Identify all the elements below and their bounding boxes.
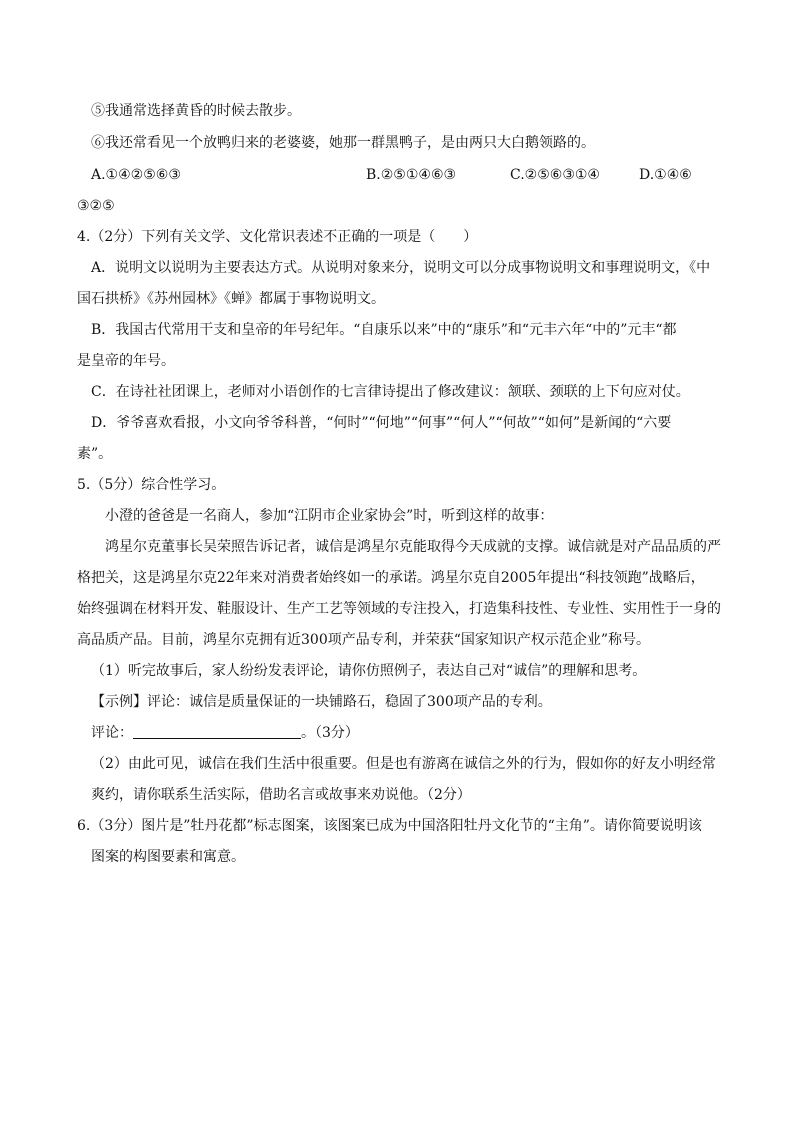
q5-story-line1: 鸿星尔克董事长吴荣照告诉记者，诚信是鸿星尔克能取得今天成就的支撑。诚信就是对产品品质的严 bbox=[105, 539, 721, 555]
sentence-5: ⑤我通常选择黄昏的时候去散步。 bbox=[91, 103, 301, 119]
q4-option-b-line2: 是皇帝的年号。 bbox=[77, 353, 175, 369]
option-a: A.①④②⑤⑥③ bbox=[91, 167, 181, 183]
option-c: C.②⑤⑥③①④ bbox=[510, 167, 600, 183]
q4-option-a-line2: 国石拱桥》《苏州园林》《蝉》都属于事物说明文。 bbox=[77, 291, 385, 307]
question-5-stem: 5.（5分）综合性学习。 bbox=[77, 477, 226, 493]
question-6-line2: 图案的构图要素和寓意。 bbox=[91, 849, 245, 865]
q4-option-d-line1: D．爷爷喜欢看报，小文向爷爷科普，“何时”“何地”“何事”“何人”“何故”“如何”是新闻的“六要 bbox=[91, 415, 672, 431]
question-4-stem: 4.（2分）下列有关文学、文化常识表述不正确的一项是（ ） bbox=[77, 229, 478, 245]
option-d-continued: ③②⑤ bbox=[77, 198, 115, 214]
q5-story-line2: 格把关，这是鸿星尔克22年来对消费者始终如一的承诺。鸿星尔克自2005年提出“科技领跑”战略后， bbox=[77, 570, 705, 586]
q5-subquestion-2-line1: （2）由此可见，诚信在我们生活中很重要。但是也有游离在诚信之外的行为，假如你的好友小明经常 bbox=[91, 756, 716, 772]
q5-example: 【示例】评论：诚信是质量保证的一块铺路石，稳固了300项产品的专利。 bbox=[91, 694, 552, 710]
q5-story-line3: 始终强调在材料开发、鞋服设计、生产工艺等领域的专注投入，打造集科技性、专业性、实用性于一身的 bbox=[77, 601, 721, 617]
q5-subquestion-1: （1）听完故事后，家人纷纷发表评论，请你仿照例子，表达自己对“诚信”的理解和思考。 bbox=[91, 663, 647, 679]
question-6-line1: 6.（3分）图片是”牡丹花都”标志图案，该图案已成为中国洛阳牡丹文化节的“主角”。请你简要说明该 bbox=[77, 818, 702, 834]
comment-score: 。（3分） bbox=[301, 725, 359, 741]
q4-option-d-line2: 素”。 bbox=[77, 446, 113, 462]
q5-subquestion-2-line2: 爽约，请你联系生活实际，借助名言或故事来劝说他。（2分） bbox=[91, 787, 471, 803]
q4-option-c: C．在诗社社团课上，老师对小语创作的七言律诗提出了修改建议：颔联、颈联的上下句应对仗。 bbox=[91, 384, 690, 400]
q5-story-line4: 高品质产品。目前，鸿星尔克拥有近300项产品专利，并荣获“国家知识产权示范企业”称号。 bbox=[77, 632, 651, 648]
q4-option-a-line1: A．说明文以说明为主要表达方式。从说明对象来分，说明文可以分成事物说明文和事理说明文，《中 bbox=[91, 260, 711, 276]
q5-comment-answer-line bbox=[91, 723, 359, 743]
option-d: D.①④⑥ bbox=[639, 167, 692, 183]
comment-blank[interactable] bbox=[133, 724, 301, 739]
q4-option-b-line1: B．我国古代常用干支和皇帝的年号纪年。“自康乐以来”中的“康乐”和“元丰六年“中的”元丰“都 bbox=[91, 322, 677, 338]
q5-intro: 小澄的爸爸是一名商人，参加“江阴市企业家协会”时，听到这样的故事： bbox=[105, 508, 554, 524]
comment-label: 评论： bbox=[91, 725, 133, 741]
sentence-6: ⑥我还常看见一个放鸭归来的老婆婆，她那一群黑鸭子，是由两只大白鹅领路的。 bbox=[91, 135, 595, 151]
option-b: B.②⑤①④⑥③ bbox=[366, 167, 457, 183]
